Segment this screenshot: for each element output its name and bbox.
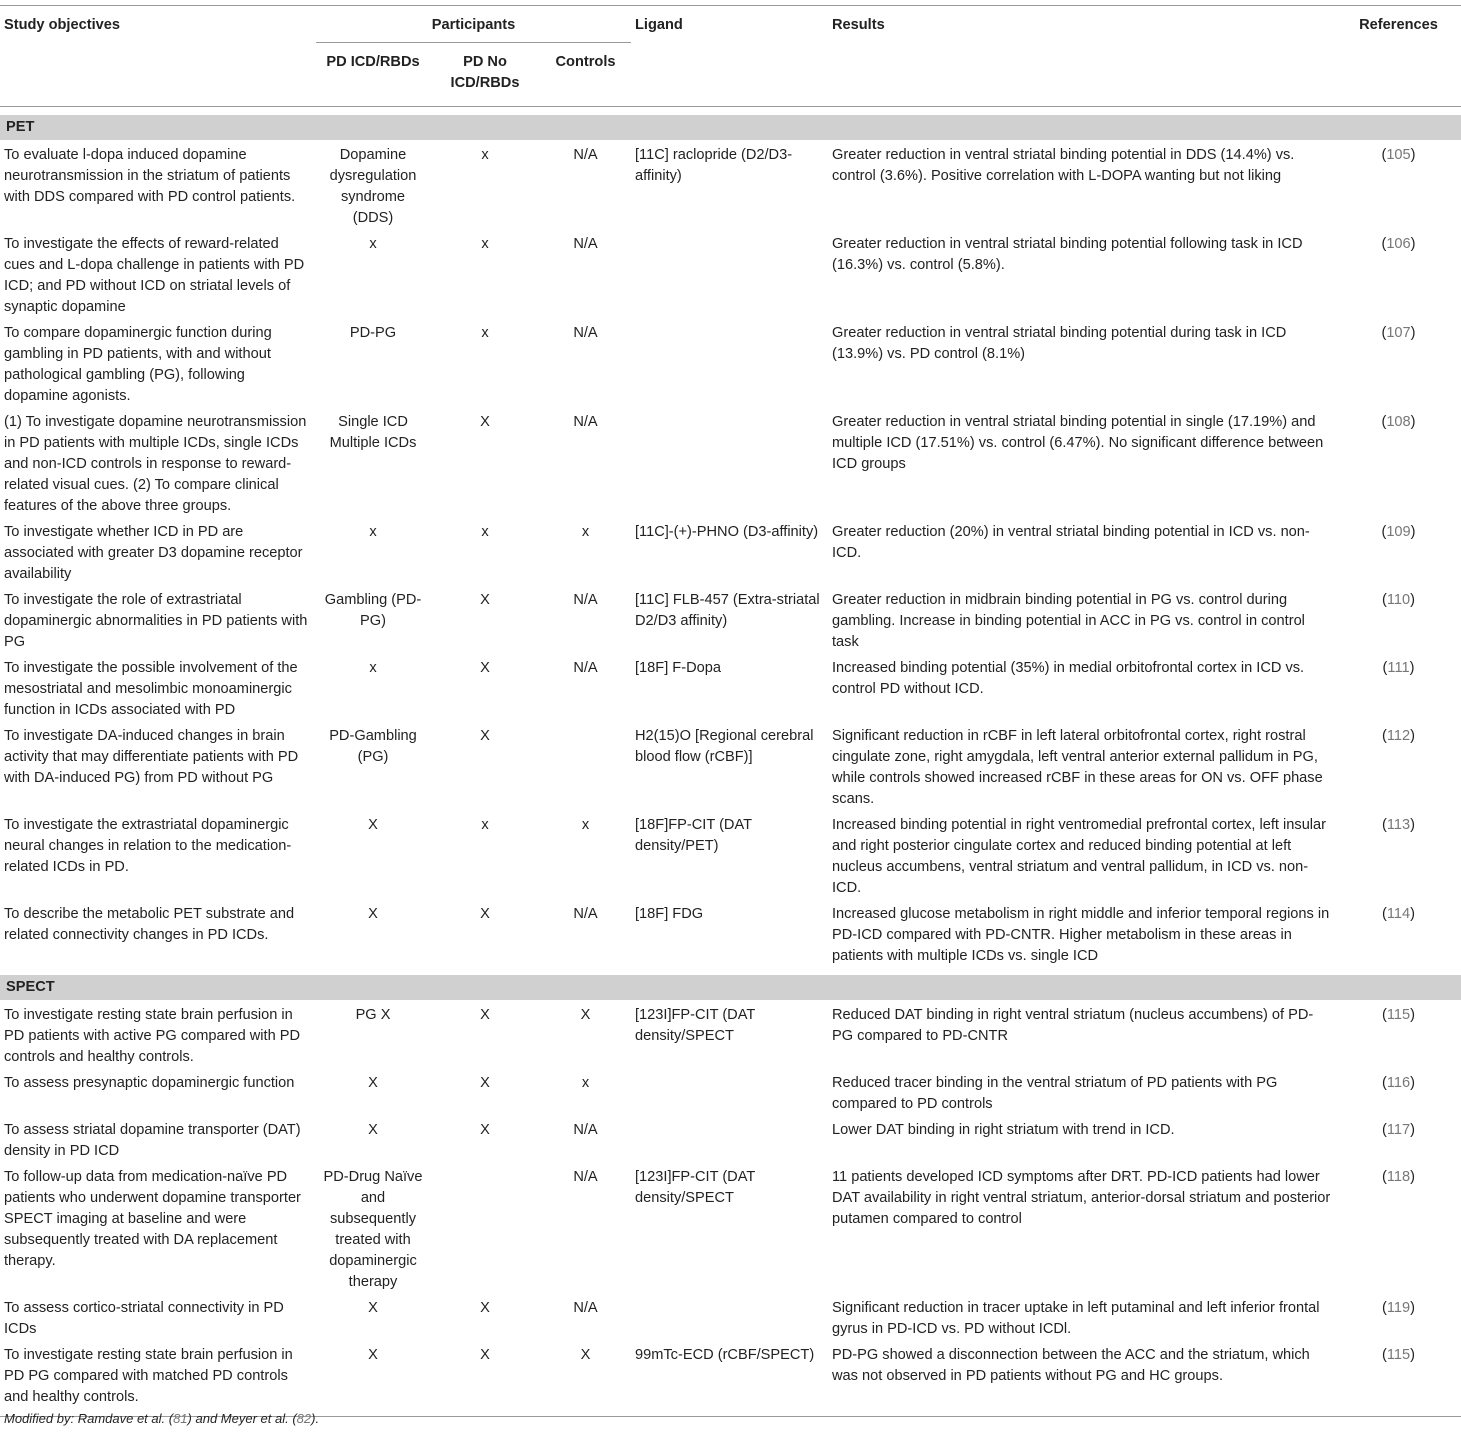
cell-controls: [540, 721, 631, 810]
table-row: [0, 899, 1461, 967]
cell-controls: N/A: [573, 236, 598, 252]
cell-pd-no-icd: x: [481, 524, 489, 540]
cell-objective: To describe the metabolic PET substrate and related connectivity changes in PD ICDs.: [4, 906, 295, 943]
cell-pd-icd: PD-PG: [349, 325, 397, 341]
reference-link[interactable]: 113: [1386, 817, 1411, 833]
cell-results: PD-PG showed a disconnection between the ACC and the striatum, which was not observed in PD patients without PG and HC groups.: [832, 1347, 1310, 1384]
cell-reference: (115): [1381, 1347, 1415, 1363]
header-study-objectives: Study objectives: [4, 17, 120, 33]
cell-objective: To investigate the possible involvement of the mesostriatal and mesolimbic monoaminergic function in ICDs associated with PD: [4, 660, 298, 718]
cell-objective: To investigate the extrastriatal dopaminergic neural changes in relation to the medication-related ICDs in PD.: [4, 817, 292, 875]
cell-controls: X: [580, 1347, 591, 1363]
header-controls: Controls: [555, 54, 616, 70]
reference-link[interactable]: 114: [1386, 906, 1411, 922]
cell-results: Increased binding potential in right ventromedial prefrontal cortex, left insular and right posterior cingulate cortex and reduced binding potential at left nucleus accumbens, ventral striatum and ventral pallidum, in ICD vs. non-ICD.: [832, 817, 1327, 896]
section-title: PET: [0, 115, 1461, 140]
section-title: SPECT: [0, 975, 1461, 1000]
cell-ligand: [11C] raclopride (D2/D3-affinity): [635, 147, 793, 184]
cell-objective: To assess presynaptic dopaminergic function: [4, 1075, 295, 1091]
cell-pd-no-icd: X: [480, 592, 490, 608]
cell-ligand: [631, 1115, 828, 1162]
cell-controls: N/A: [573, 906, 598, 922]
cell-reference: (116): [1381, 1075, 1415, 1091]
cell-results: Reduced DAT binding in right ventral striatum (nucleus accumbens) of PD-PG compared to PD-CNTR: [832, 1007, 1314, 1044]
reference-link[interactable]: 108: [1386, 414, 1411, 430]
header-results: Results: [832, 17, 885, 33]
cell-pd-icd: x: [369, 524, 377, 540]
cell-results: Lower DAT binding in right striatum with trend in ICD.: [832, 1122, 1175, 1138]
reference-link[interactable]: 112: [1386, 728, 1411, 744]
reference-link[interactable]: 119: [1386, 1300, 1411, 1316]
cell-ligand: [631, 1293, 828, 1340]
header-ligand: Ligand: [635, 17, 683, 33]
cell-ligand: [123I]FP-CIT (DAT density/SPECT: [635, 1169, 756, 1206]
section-spacer: [0, 967, 1461, 975]
cell-reference: (119): [1381, 1300, 1415, 1316]
cell-results: Significant reduction in rCBF in left lateral orbitofrontal cortex, right rostral cingulate zone, right amygdala, left ventral anterior external pallidum in PG, while controls showed increased rCBF in these areas for ON vs. OFF phase scans.: [832, 728, 1323, 807]
cell-ligand: [631, 1068, 828, 1115]
cell-reference: (106): [1381, 236, 1416, 252]
cell-controls: x: [581, 524, 590, 540]
cell-objective: (1) To investigate dopamine neurotransmission in PD patients with multiple ICDs, single ICDs and non-ICD controls in response to reward-related visual cues. (2) To compare clinical features of the above three groups.: [4, 414, 307, 514]
footnote-text: ).: [311, 1411, 320, 1426]
footnote-text: Modified by: Ramdave et al. (: [4, 1411, 174, 1426]
cell-ligand: [18F] F-Dopa: [635, 660, 721, 676]
cell-pd-no-icd: X: [480, 660, 490, 676]
table-row: [0, 318, 1461, 407]
cell-results: Greater reduction in ventral striatal binding potential following task in ICD (16.3%) vs. control (5.8%).: [832, 236, 1303, 273]
table-row: [0, 1000, 1461, 1068]
cell-objective: To investigate whether ICD in PD are associated with greater D3 dopamine receptor availability: [4, 524, 303, 582]
cell-ligand: [18F]FP-CIT (DAT density/PET): [635, 817, 752, 854]
cell-results: Greater reduction (20%) in ventral striatal binding potential in ICD vs. non-ICD.: [832, 524, 1310, 561]
reference-link[interactable]: 115: [1386, 1347, 1411, 1363]
cell-pd-no-icd: x: [481, 817, 489, 833]
cell-reference: (118): [1381, 1169, 1415, 1185]
reference-link[interactable]: 105: [1386, 147, 1411, 163]
reference-link[interactable]: 118: [1386, 1169, 1411, 1185]
cell-pd-icd: PD-Gambling (PG): [329, 728, 417, 765]
table-row: [0, 721, 1461, 810]
cell-pd-no-icd: x: [481, 147, 489, 163]
table-row: [0, 229, 1461, 318]
cell-results: Increased glucose metabolism in right middle and inferior temporal regions in PD-ICD compared with PD-CNTR. Higher metabolism in these areas in patients with multiple ICDs vs. single ICD: [832, 906, 1330, 964]
reference-link[interactable]: 116: [1386, 1075, 1411, 1091]
reference-link[interactable]: 111: [1387, 660, 1410, 676]
cell-controls: N/A: [573, 1300, 598, 1316]
section-header-row: [0, 115, 1461, 140]
cell-pd-no-icd: X: [480, 1075, 490, 1091]
cell-objective: To assess cortico-striatal connectivity in PD ICDs: [4, 1300, 284, 1337]
cell-pd-no-icd: X: [480, 906, 490, 922]
cell-controls: N/A: [573, 660, 598, 676]
cell-pd-no-icd: X: [480, 1300, 490, 1316]
table-row: [0, 1115, 1461, 1162]
cell-pd-icd: Gambling (PD-PG): [324, 592, 422, 629]
table-row: [0, 810, 1461, 899]
cell-pd-no-icd: X: [480, 414, 490, 430]
cell-results: 11 patients developed ICD symptoms after DRT. PD-ICD patients had lower DAT availability in right ventral striatum, anterior-dorsal striatum and posterior putamen compared to control: [832, 1169, 1331, 1227]
cell-pd-icd: Single ICD Multiple ICDs: [329, 414, 417, 451]
cell-results: Greater reduction in ventral striatal binding potential in DDS (14.4%) vs. control (3.6%). Positive correlation with L-DOPA wanting but not liking: [832, 147, 1295, 184]
cell-pd-icd: X: [368, 817, 378, 833]
cell-pd-icd: X: [368, 1347, 378, 1363]
cell-controls: N/A: [573, 147, 598, 163]
table-row: [0, 1340, 1461, 1417]
cell-pd-icd: PG X: [355, 1007, 391, 1023]
cell-ligand: H2(15)O [Regional cerebral blood flow (rCBF)]: [635, 728, 814, 765]
cell-ligand: [18F] FDG: [635, 906, 704, 922]
table-row: [0, 1162, 1461, 1293]
cell-objective: To evaluate l-dopa induced dopamine neurotransmission in the striatum of patients with DDS compared with PD control patients.: [4, 147, 296, 205]
cell-reference: (111): [1382, 660, 1415, 676]
cell-objective: To assess striatal dopamine transporter (DAT) density in PD ICD: [4, 1122, 301, 1159]
reference-link[interactable]: 106: [1386, 236, 1411, 252]
cell-reference: (110): [1381, 592, 1415, 608]
cell-objective: To investigate resting state brain perfusion in PD patients with active PG compared with PD controls and healthy controls.: [4, 1007, 301, 1065]
cell-pd-icd: x: [369, 236, 377, 252]
table-body: [0, 107, 1461, 1417]
studies-table: [0, 5, 1461, 1417]
cell-results: Increased binding potential (35%) in medial orbitofrontal cortex in ICD vs. control PD without ICD.: [832, 660, 1305, 697]
cell-reference: (112): [1381, 728, 1415, 744]
cell-ligand: [631, 229, 828, 318]
cell-pd-no-icd: x: [481, 236, 489, 252]
cell-reference: (114): [1381, 906, 1415, 922]
cell-controls: X: [580, 1007, 591, 1023]
cell-pd-icd: X: [368, 1122, 378, 1138]
cell-results: Significant reduction in tracer uptake in left putaminal and left inferior frontal gyrus in PD-ICD vs. PD without ICDl.: [832, 1300, 1320, 1337]
cell-ligand: [11C]-(+)-PHNO (D3-affinity): [635, 524, 819, 540]
cell-reference: (107): [1381, 325, 1416, 341]
cell-results: Greater reduction in ventral striatal binding potential in single (17.19%) and multiple ICD (17.51%) vs. control (6.47%). No significant difference between ICD groups: [832, 414, 1324, 472]
reference-link[interactable]: 115: [1386, 1007, 1411, 1023]
header-pd-icd: PD ICD/RBDs: [326, 54, 420, 70]
cell-ligand: [631, 407, 828, 517]
cell-reference: (108): [1381, 414, 1416, 430]
cell-results: Reduced tracer binding in the ventral striatum of PD patients with PG compared to PD controls: [832, 1075, 1278, 1112]
table-row: [0, 585, 1461, 653]
cell-ligand: [631, 318, 828, 407]
cell-reference: (109): [1381, 524, 1416, 540]
cell-ligand: 99mTc-ECD (rCBF/SPECT): [635, 1347, 815, 1363]
header-pd-no-icd: PD No ICD/RBDs: [450, 54, 520, 91]
reference-link[interactable]: 117: [1386, 1122, 1411, 1138]
section-header-row: [0, 975, 1461, 1000]
cell-controls: N/A: [573, 325, 598, 341]
reference-link[interactable]: 109: [1386, 524, 1411, 540]
cell-objective: To follow-up data from medication-naïve PD patients who underwent dopamine transporter SPECT imaging at baseline and were subsequently treated with DA replacement therapy.: [4, 1169, 301, 1269]
reference-link[interactable]: 107: [1386, 325, 1411, 341]
footnote: [4, 1411, 319, 1426]
header-row-top: [0, 6, 1461, 43]
cell-pd-no-icd: x: [481, 325, 489, 341]
cell-pd-icd: X: [368, 1300, 378, 1316]
cell-ligand: [123I]FP-CIT (DAT density/SPECT: [635, 1007, 756, 1044]
cell-pd-no-icd: X: [480, 1007, 490, 1023]
table-row: [0, 407, 1461, 517]
cell-pd-icd: X: [368, 1075, 378, 1091]
reference-link[interactable]: 110: [1386, 592, 1411, 608]
footnote-citation[interactable]: 82: [296, 1411, 312, 1426]
cell-controls: N/A: [573, 1169, 598, 1185]
cell-controls: x: [581, 1075, 590, 1091]
cell-pd-icd: PD-Drug Naïve and subsequently treated with dopaminergic therapy: [323, 1169, 423, 1290]
cell-pd-icd: x: [369, 660, 377, 676]
cell-pd-icd: Dopamine dysregulation syndrome (DDS): [329, 147, 417, 226]
header-references: References: [1359, 17, 1438, 33]
cell-results: Greater reduction in ventral striatal binding potential during task in ICD (13.9%) vs. PD control (8.1%): [832, 325, 1287, 362]
cell-objective: To investigate DA-induced changes in brain activity that may differentiate patients with PD with DA-induced PG) from PD without PG: [4, 728, 299, 786]
cell-pd-icd: X: [368, 906, 378, 922]
table-row: [0, 140, 1461, 229]
cell-controls: N/A: [573, 592, 598, 608]
table-row: [0, 517, 1461, 585]
cell-pd-no-icd: [430, 1162, 540, 1293]
cell-objective: To investigate the role of extrastriatal dopaminergic abnormalities in PD patients with PG: [4, 592, 308, 650]
cell-reference: (105): [1381, 147, 1416, 163]
cell-results: Greater reduction in midbrain binding potential in PG vs. control during gambling. Increase in binding potential in ACC in PG vs. control in control task: [832, 592, 1305, 650]
cell-pd-no-icd: X: [480, 728, 490, 744]
cell-objective: To compare dopaminergic function during gambling in PD patients, with and without pathological gambling (PG), following dopamine agonists.: [4, 325, 272, 404]
cell-objective: To investigate resting state brain perfusion in PD PG compared with matched PD controls and healthy controls.: [4, 1347, 293, 1405]
cell-objective: To investigate the effects of reward-related cues and L-dopa challenge in patients with PD ICD; and PD without ICD on striatal levels of synaptic dopamine: [4, 236, 305, 315]
cell-controls: N/A: [573, 414, 598, 430]
footnote-citation[interactable]: 81: [173, 1411, 188, 1426]
table-row: [0, 1068, 1461, 1115]
section-spacer: [0, 107, 1461, 116]
cell-controls: N/A: [573, 1122, 598, 1138]
cell-pd-no-icd: X: [480, 1347, 490, 1363]
cell-reference: (115): [1381, 1007, 1415, 1023]
cell-controls: x: [581, 817, 590, 833]
cell-pd-no-icd: X: [480, 1122, 490, 1138]
cell-ligand: [11C] FLB-457 (Extra-striatal D2/D3 affinity): [635, 592, 820, 629]
cell-reference: (117): [1381, 1122, 1415, 1138]
footnote-text: ) and Meyer et al. (: [187, 1411, 297, 1426]
table-row: [0, 653, 1461, 721]
header-participants: Participants: [316, 6, 631, 43]
table-row: [0, 1293, 1461, 1340]
cell-reference: (113): [1381, 817, 1415, 833]
